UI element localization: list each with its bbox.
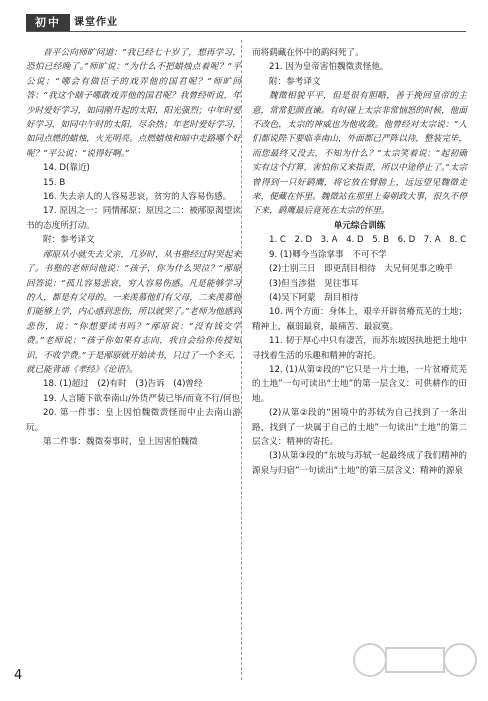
page-number: 4 [14,668,23,683]
answer-16: 16. 失去亲人的人容易悲哀，贫穷的人容易伤感。 [43,192,232,203]
answer-9: 9. (1)卿今当涂掌事 不可不学 [269,249,387,260]
grade-tab: 初中 [26,14,70,31]
answer-10: 10. 两个方面：身体上，艰辛开辟贫瘠荒芜的土地；精神上，羸弱最衰，最痛苦、最寂寞。 [252,307,467,332]
answer-11: 11. 韧于厚心中只有凄苦，而苏东坡因执地把土地中寻找着生活的乐趣和精神的寄托。 [252,336,467,361]
answer-14: 14. D(靠近) [43,163,90,174]
answer-21: 21. 因为皇帝害怕魏徵责怪他。 [269,62,389,73]
reference-translation-label: 附：参考译文 [269,76,321,87]
page-header [0,0,488,34]
answer-17: 17. 原因之一：同情邴原；原因之二：被邴原渴望读书的态度所打动。 [26,206,241,231]
column-divider [241,40,242,680]
translation-text: 魏徵相貌平平，但是很有胆略，善于挽回皇帝的主意，常常犯颜直谏。有时碰上太宗非常恼怒的时候，他面不改色，太宗的神威也为他收敛。他曾经对太宗说：“人们都说陛下要临幸南山，外面都已严阵以待，整装完毕，而您最终又没去，不知为什么？”太宗笑着说：“起初确实有这个打算，害怕你又来指责，所以中途停止了。”太宗曾得到一只好鹞鹰，将它放在臂膀上，远远望见魏徵走来，便藏在怀里。魏徵站在那里上奏朝政大事，很久不停下来，鹞鹰最后竟死在太宗的怀里。 [252,91,467,217]
reference-translation-label: 附：参考译文 [43,235,95,246]
answer-9-3: (3)但当涉猎 见往事耳 [269,278,359,289]
watermark-stamp-icon [350,630,480,690]
answer-1-8: 1. C 2. D 3. A 4. D 5. B 6. D 7. A 8. C [269,235,467,246]
left-column [26,46,241,449]
right-column [252,46,467,478]
answer-12: 12. (1)从第②段的“它只是一片土地，一片贫瘠荒芜的土地”一句可读出“土地”的第一层含义：可供耕作的田地。 [252,364,467,404]
translation-text: 晋平公向师旷问道：“我已经七十岁了，想再学习，恐怕已经晚了。”师旷说：“为什么不把蜡烛点着呢？”平公说：“哪会有做臣子的戏弄他的国君呢？”师旷回答：“我这个瞎子哪敢戏弄他的国君呢？我曾经听说，年少时爱好学习，如同刚升起的太阳，阳光强烈；中年时爱好学习，如同中午时的太阳，尽余热；年老时爱好学习，如同点燃的蜡烛，火光明亮。点燃蜡烛和暗中走路哪个好呢？”平公说：“说得好啊。” [26,48,241,159]
answer-9-4: (4)吴下阿蒙 刮目相待 [269,292,359,303]
answer-20-end: 而将鹞藏在怀中的鹞闷死了。 [252,48,364,58]
translation-text: 邴原从小就失去父亲，几岁时，从书塾经过时哭起来了。书塾的老师问他说：“孩子，你为什么哭泣？”邴原回答说：“孤儿容易悲哀，穷人容易伤感。凡是能够学习的人，都是有父母的。一来羡慕他们有父母，二来羡慕他们能够上学，内心感到悲伤，所以就哭了。”老师为他感到悲伤，说：“你想要读书吗？”邴原说：“没有钱交学费。”老师说：“孩子你如果有志向，我自会给你传授知识，不收学费。”于是邴原就开始读书，只过了一个冬天，就已能背诵《孝经》《论语》。 [26,249,241,375]
answer-12-2: (2)从第②段的“困境中的苏轼为自己找到了一条出路，找到了一块属于自己的土地”一句读出“土地”的第二层含义：精神的寄托。 [252,408,467,447]
answer-19: 19. 人言随下欲奉南山/外货严装已毕/而竟不行/何也 [43,393,240,404]
answer-20-cont: 第二件事：魏徵奏事时，皇上因害怕魏徵 [43,436,198,447]
header-subtitle: 课堂作业 [74,17,118,28]
answer-12-3: (3)从第③段的“东坡与苏轼一起最终成了我们精神的源泉与归宿”一句读出“土地”的第三层含义：精神的源泉 [252,451,467,476]
answer-9-2: (2)士别三日 即更刮目相待 大兄何见事之晚乎 [269,264,454,275]
header-rule [26,31,466,32]
answer-18: 18. (1)超过 (2)有时 (3)告诉 (4)曾经 [43,379,203,390]
answer-20: 20. 第一件事：皇上因怕魏徵责怪而中止去南山游玩。 [26,408,241,433]
answer-15: 15. B [43,177,66,188]
unit-title: 单元综合训练 [333,220,386,231]
